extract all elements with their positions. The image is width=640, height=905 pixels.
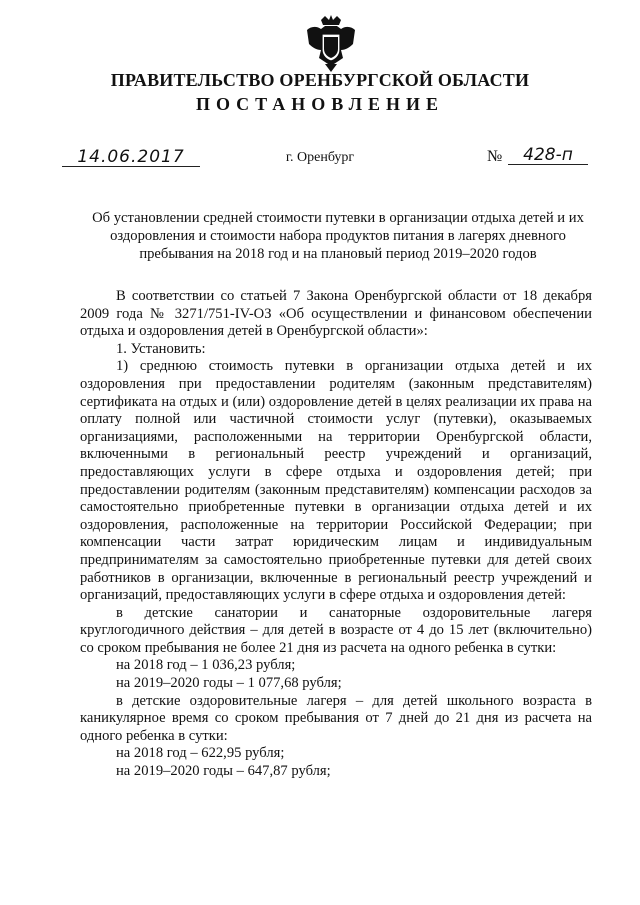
body-paragraph: на 2018 год – 622,95 рубля; [116, 745, 285, 762]
number-sign: № [487, 148, 503, 165]
body-paragraph: в детские оздоровительные лагеря – для детей школьного возраста в каникулярное время со сроком пребывания от 7 дней до 21 дня из расчета на одного ребенка в сутки: [80, 692, 592, 744]
body-paragraph: на 2019–2020 годы – 647,87 рубля; [116, 763, 331, 780]
document-number: 428-п [508, 146, 588, 165]
document-body [80, 288, 592, 781]
document-subject: Об установлении средней стоимости путевки в организации отдыха детей и их оздоровления и стоимости набора продуктов питания в лагерях дневного пребывания на 2018 год и на плановый период 2019–2020 годов [92, 210, 584, 262]
organization-title: ПРАВИТЕЛЬСТВО ОРЕНБУРГСКОЙ ОБЛАСТИ [110, 70, 530, 90]
body-paragraph: В соответствии со статьей 7 Закона Оренбургской области от 18 декабря 2009 года № 3271/751-IV-ОЗ «Об осуществлении и финансовом обеспечении отдыха и оздоровления детей в Оренбургской области»: [80, 288, 592, 340]
document-date: 14.06.2017 [62, 148, 200, 167]
body-paragraph: на 2018 год – 1 036,23 рубля; [116, 657, 296, 674]
coat-of-arms-icon [303, 14, 359, 74]
body-paragraph: на 2019–2020 годы – 1 077,68 рубля; [116, 675, 342, 692]
body-paragraph: 1. Установить: [116, 340, 206, 357]
body-paragraph: 1) среднюю стоимость путевки в организации отдыха детей и их оздоровления при предоставлении родителям (законным представителям) сертификата на отдых и (или) оздоровление детей в целях реализации их права на оплату полной или частичной стоимости услуг (путевки), оказываемых организациями, расположенными на территории Оренбургской области, включенными в региональный реестр учреждений и организаций, предоставляющих услуги в сфере отдыха и оздоровления детей; при предоставлении родителям (законным представителям) компенсации расходов за самостоятельно приобретенные путевки в организации отдыха детей и их оздоровления, расположенные на территории Российской Федерации; при компенсации части затрат юридическим лицам и индивидуальным предпринимателям за самостоятельно приобретенные путевки для детей своих работников в организации, включенные в региональный реестр учреждений и организаций, предоставляющих услуги в сфере отдыха и оздоровления детей: [80, 358, 592, 604]
document-type: ПОСТАНОВЛЕНИЕ [195, 94, 445, 114]
document-city: г. Оренбург [285, 150, 355, 165]
body-paragraph: в детские санатории и санаторные оздоровительные лагеря круглогодичного действия – для детей в возрасте от 4 до 15 лет (включительно) со сроком пребывания не более 21 дня из расчета на одного ребенка в сутки: [80, 604, 592, 656]
